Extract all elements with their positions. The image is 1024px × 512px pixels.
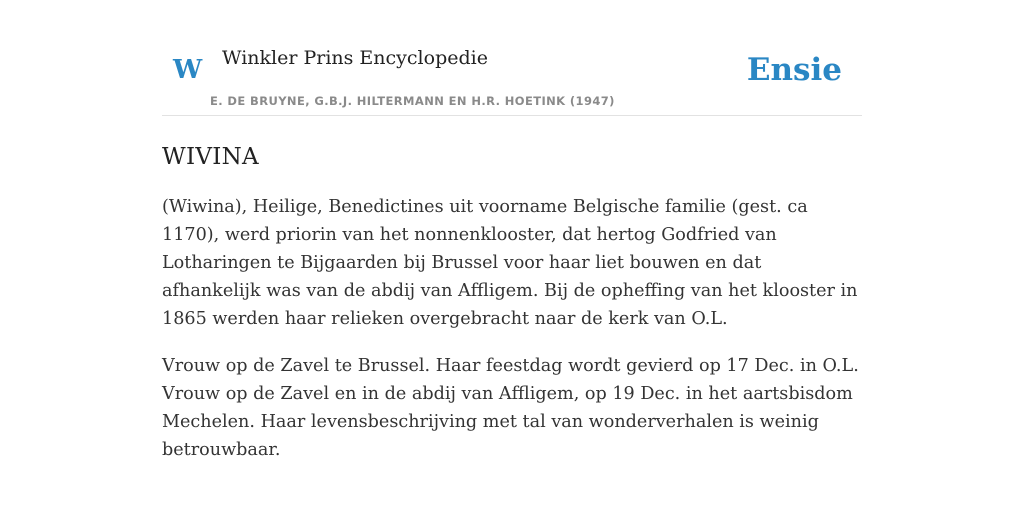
entry-body <box>162 193 862 464</box>
entry-title: WIVINA <box>162 144 259 170</box>
entry-paragraph: (Wiwina), Heilige, Benedictines uit voorname Belgische familie (gest. ca 1170), werd priorin van het nonnenklooster, dat hertog Godfried van Lotharingen te Bijgaarden bij Brussel voor haar liet bouwen en dat afhankelijk was van de abdij van Affligem. Bij de opheffing van het klooster in 1865 werden haar relieken overgebracht naar de kerk van O.L. <box>162 197 858 329</box>
ensie-brand-logo[interactable]: Ensie <box>746 52 842 88</box>
entry-paragraph: Vrouw op de Zavel te Brussel. Haar feestdag wordt gevierd op 17 Dec. in O.L. Vrouw op de Zavel en in de abdij van Affligem, op 19 Dec. in het aartsbisdom Mechelen. Haar levensbeschrijving met tal van wonderverhalen is weinig betrouwbaar. <box>162 356 859 460</box>
encyclopedia-page <box>162 0 862 512</box>
page-header <box>162 0 862 116</box>
book-authors: E. DE BRUYNE, G.B.J. HILTERMANN EN H.R. HOETINK (1947) <box>210 94 615 108</box>
encyclopedia-logo-icon[interactable]: W <box>173 55 203 85</box>
book-title-link[interactable]: Winkler Prins Encyclopedie <box>222 47 488 69</box>
